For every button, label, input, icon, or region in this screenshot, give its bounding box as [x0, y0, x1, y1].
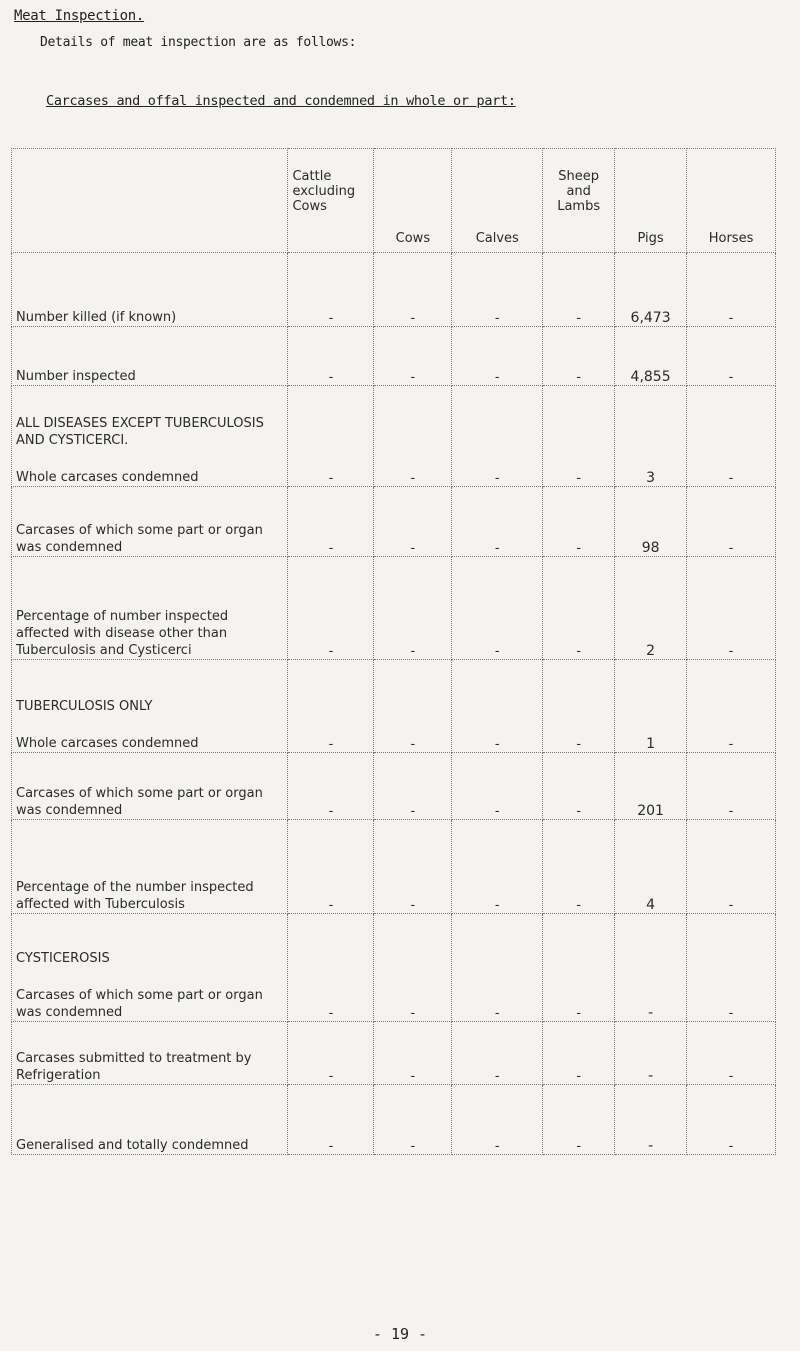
table-row	[12, 753, 776, 820]
value-cell: -	[374, 487, 452, 557]
intro-text: Details of meat inspection are as follows:	[40, 35, 357, 50]
value-cell: -	[374, 1085, 452, 1155]
row-label: Percentage of number inspected affected with disease other than Tuberculosis and Cysticerci	[16, 609, 229, 658]
col-header-horses: Horses	[687, 149, 776, 253]
value-cell: 98	[615, 487, 687, 557]
value-cell: -	[687, 386, 776, 487]
section-heading: CYSTICEROSIS	[16, 951, 110, 966]
row-label-cell	[12, 753, 288, 820]
row-label: Number killed (if known)	[16, 310, 177, 325]
value-cell: -	[288, 487, 374, 557]
value-cell: -	[687, 1085, 776, 1155]
row-label-cell	[12, 660, 288, 753]
value-cell: -	[543, 557, 615, 660]
value-cell: -	[687, 753, 776, 820]
value-cell: -	[687, 253, 776, 327]
page-number: - 19 -	[372, 1325, 428, 1343]
value-cell: -	[543, 660, 615, 753]
row-label-cell	[12, 487, 288, 557]
table-row	[12, 557, 776, 660]
row-label-cell	[12, 820, 288, 914]
value-cell: -	[543, 820, 615, 914]
value-cell: -	[687, 487, 776, 557]
row-label: Carcases of which some part or organ was condemned	[16, 786, 263, 818]
value-cell: -	[687, 327, 776, 386]
value-cell: 3	[615, 386, 687, 487]
value-cell: -	[452, 327, 543, 386]
value-cell: -	[452, 820, 543, 914]
col-header-pigs: Pigs	[615, 149, 687, 253]
row-label: Whole carcases condemned	[16, 470, 199, 485]
value-cell: -	[288, 914, 374, 1022]
section-heading: ALL DISEASES EXCEPT TUBERCULOSIS AND CYSTICERCI.	[16, 416, 264, 448]
row-label-cell	[12, 327, 288, 386]
header-corner	[12, 149, 288, 253]
value-cell: -	[615, 914, 687, 1022]
value-cell: -	[543, 327, 615, 386]
row-label: Number inspected	[16, 369, 136, 384]
value-cell: -	[452, 753, 543, 820]
table-row	[12, 820, 776, 914]
value-cell: -	[543, 253, 615, 327]
row-label: Carcases of which some part or organ was condemned	[16, 988, 263, 1020]
table-row	[12, 487, 776, 557]
value-cell: 6,473	[615, 253, 687, 327]
value-cell: -	[288, 1022, 374, 1085]
row-label: Percentage of the number inspected affected with Tuberculosis	[16, 880, 254, 912]
value-cell: -	[452, 386, 543, 487]
value-cell: -	[543, 914, 615, 1022]
row-label-cell	[12, 253, 288, 327]
value-cell: -	[543, 1022, 615, 1085]
col-header-sheep: Sheep and Lambs	[543, 149, 615, 253]
value-cell: -	[288, 753, 374, 820]
value-cell: -	[374, 327, 452, 386]
table-row	[12, 253, 776, 327]
value-cell: -	[615, 1022, 687, 1085]
value-cell: -	[452, 1085, 543, 1155]
row-label: Carcases submitted to treatment by Refrigeration	[16, 1051, 252, 1083]
value-cell: -	[288, 253, 374, 327]
value-cell: -	[288, 386, 374, 487]
value-cell: -	[374, 753, 452, 820]
table-row	[12, 1022, 776, 1085]
value-cell: -	[452, 1022, 543, 1085]
row-label: Carcases of which some part or organ was condemned	[16, 523, 263, 555]
row-label-cell	[12, 386, 288, 487]
value-cell: -	[288, 327, 374, 386]
value-cell: 2	[615, 557, 687, 660]
value-cell: -	[615, 1085, 687, 1155]
value-cell: -	[543, 753, 615, 820]
value-cell: -	[452, 253, 543, 327]
row-label-cell	[12, 914, 288, 1022]
value-cell: 4	[615, 820, 687, 914]
value-cell: -	[687, 820, 776, 914]
meat-inspection-table	[11, 148, 776, 1155]
col-header-cows: Cows	[374, 149, 452, 253]
table-row	[12, 1085, 776, 1155]
table-row	[12, 914, 776, 1022]
value-cell: -	[374, 557, 452, 660]
value-cell: -	[288, 820, 374, 914]
value-cell: -	[687, 660, 776, 753]
header-row	[12, 149, 776, 253]
value-cell: -	[288, 1085, 374, 1155]
value-cell: 201	[615, 753, 687, 820]
value-cell: -	[374, 253, 452, 327]
value-cell: -	[374, 386, 452, 487]
value-cell: -	[687, 1022, 776, 1085]
value-cell: -	[374, 1022, 452, 1085]
value-cell: -	[543, 487, 615, 557]
row-label: Generalised and totally condemned	[16, 1138, 249, 1153]
value-cell: -	[452, 557, 543, 660]
row-label-cell	[12, 1022, 288, 1085]
value-cell: -	[288, 660, 374, 753]
value-cell: -	[452, 487, 543, 557]
col-header-cattle: Cattle excluding Cows	[288, 149, 374, 253]
value-cell: -	[452, 914, 543, 1022]
value-cell: -	[543, 386, 615, 487]
value-cell: -	[687, 914, 776, 1022]
value-cell: -	[374, 660, 452, 753]
row-label: Whole carcases condemned	[16, 736, 199, 751]
col-header-calves: Calves	[452, 149, 543, 253]
value-cell: -	[452, 660, 543, 753]
value-cell: -	[374, 820, 452, 914]
value-cell: -	[687, 557, 776, 660]
value-cell: -	[374, 914, 452, 1022]
section-heading: TUBERCULOSIS ONLY	[16, 699, 153, 714]
table-row	[12, 386, 776, 487]
row-label-cell	[12, 557, 288, 660]
value-cell: -	[543, 1085, 615, 1155]
row-label-cell	[12, 1085, 288, 1155]
table-row	[12, 660, 776, 753]
value-cell: 1	[615, 660, 687, 753]
table-row	[12, 327, 776, 386]
table-subtitle: Carcases and offal inspected and condemned in whole or part:	[46, 93, 516, 109]
value-cell: -	[288, 557, 374, 660]
page-heading: Meat Inspection.	[14, 8, 145, 24]
value-cell: 4,855	[615, 327, 687, 386]
